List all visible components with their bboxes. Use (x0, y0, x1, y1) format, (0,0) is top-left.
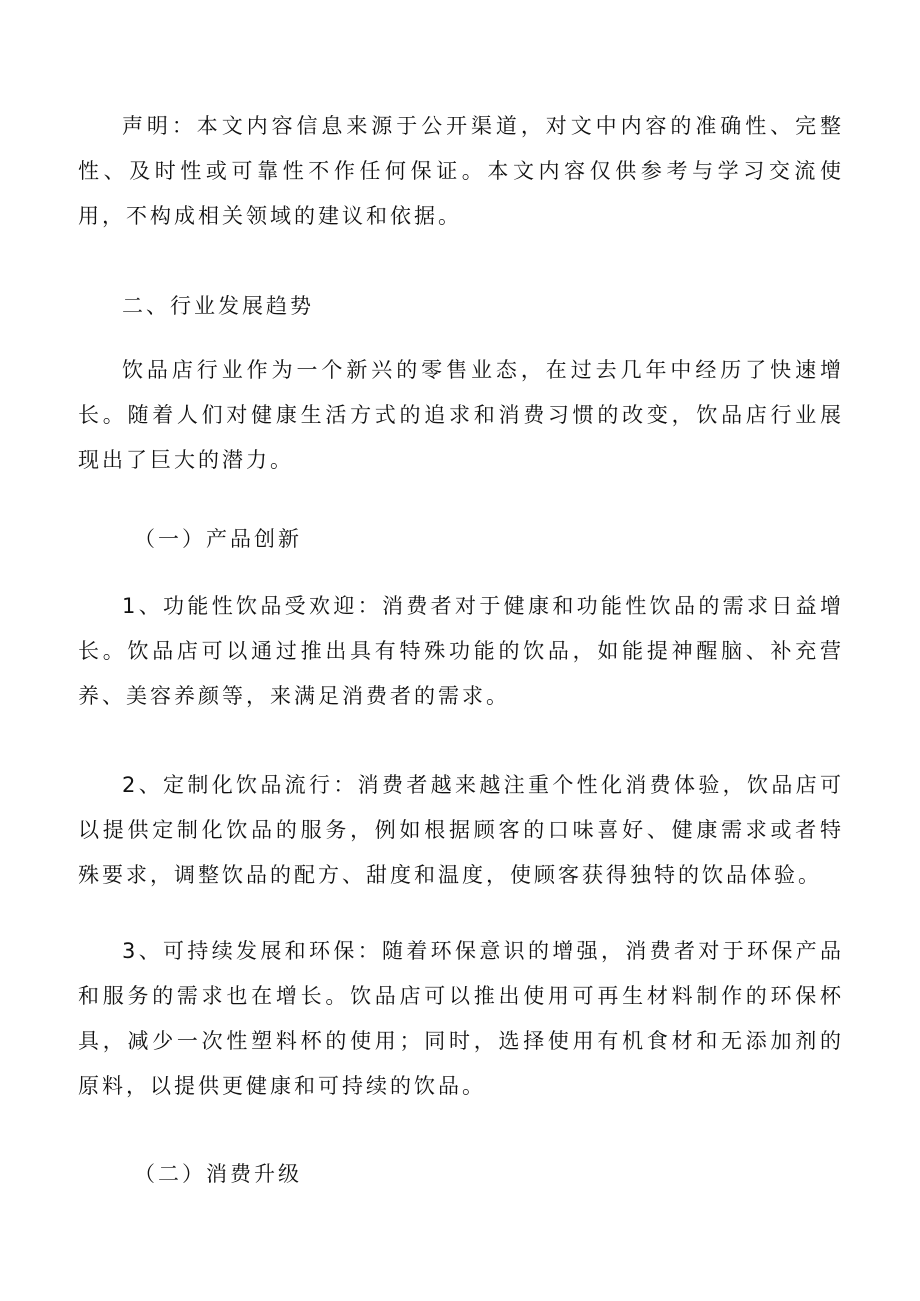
section-title: 二、行业发展趋势 (122, 294, 314, 318)
item-paragraph-1: 1、功能性饮品受欢迎：消费者对于健康和功能性饮品的需求日益增长。饮品店可以通过推出具有特殊功能的饮品，如能提神醒脑、补充营养、美容养颜等，来满足消费者的需求。 (78, 594, 844, 708)
intro-paragraph: 饮品店行业作为一个新兴的零售业态，在过去几年中经历了快速增长。随着人们对健康生活方式的追求和消费习惯的改变，饮品店行业展现出了巨大的潜力。 (78, 358, 844, 472)
disclaimer-paragraph: 声明：本文内容信息来源于公开渠道，对文中内容的准确性、完整性、及时性或可靠性不作任何保证。本文内容仅供参考与学习交流使用，不构成相关领域的建议和依据。 (78, 114, 844, 228)
subsection-title-product-innovation: （一）产品创新 (134, 527, 302, 551)
item-paragraph-3: 3、可持续发展和环保：随着环保意识的增强，消费者对于环保产品和服务的需求也在增长。饮品店可以推出使用可再生材料制作的环保杯具，减少一次性塑料杯的使用；同时，选择使用有机食材和无添加剂的原料，以提供更健康和可持续的饮品。 (78, 939, 844, 1098)
subsection-title-consumption-upgrade: （二）消费升级 (134, 1162, 302, 1186)
item-paragraph-2: 2、定制化饮品流行：消费者越来越注重个性化消费体验，饮品店可以提供定制化饮品的服务，例如根据顾客的口味喜好、健康需求或者特殊要求，调整饮品的配方、甜度和温度，使顾客获得独特的饮品体验。 (78, 773, 844, 887)
